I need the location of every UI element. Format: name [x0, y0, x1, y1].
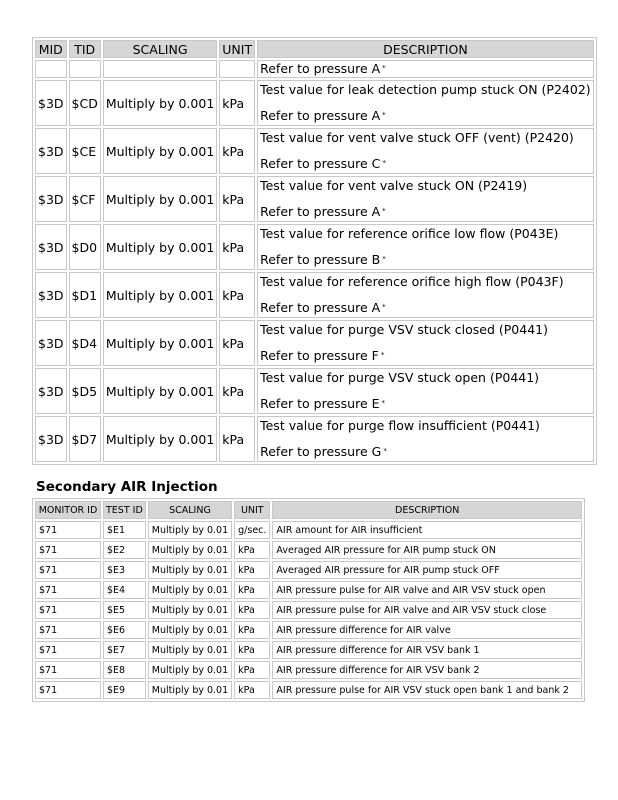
description-cell: AIR amount for AIR insufficient: [272, 521, 582, 539]
pressure-reference: Refer to pressure G: [260, 444, 382, 459]
footnote-mark: *: [382, 207, 386, 215]
header-row: [35, 40, 594, 58]
scaling-cell: Multiply by 0.001: [103, 320, 217, 366]
scaling-cell: Multiply by 0.01: [148, 621, 232, 639]
description-cell: [257, 60, 594, 78]
table-row: [35, 320, 594, 366]
pressure-line: [260, 300, 591, 316]
scaling-cell: Multiply by 0.01: [148, 641, 232, 659]
description-cell: [257, 176, 594, 222]
scaling-cell: Multiply by 0.001: [103, 368, 217, 414]
table-row: [35, 224, 594, 270]
footnote-mark: *: [382, 111, 386, 119]
table-row: [35, 128, 594, 174]
pressure-reference: Refer to pressure B: [260, 252, 381, 267]
description-cell: AIR pressure difference for AIR VSV bank 1: [272, 641, 582, 659]
unit-cell: kPa: [219, 320, 255, 366]
unit-cell: kPa: [219, 416, 255, 462]
description-cell: [257, 416, 594, 462]
table-row: [35, 601, 582, 619]
unit-cell: kPa: [234, 561, 270, 579]
description-cell: [257, 80, 594, 126]
monitor-id-cell: $71: [35, 621, 101, 639]
unit-cell: kPa: [219, 368, 255, 414]
test-id-cell: $E8: [103, 661, 146, 679]
tid-cell: $D0: [69, 224, 101, 270]
scaling-cell: [103, 60, 217, 78]
unit-cell: kPa: [234, 581, 270, 599]
description-cell: AIR pressure pulse for AIR valve and AIR VSV stuck close: [272, 601, 582, 619]
col-header-mid: MID: [35, 40, 67, 58]
pressure-reference: Refer to pressure E: [260, 396, 380, 411]
test-id-cell: $E3: [103, 561, 146, 579]
unit-cell: g/sec.: [234, 521, 270, 539]
pressure-line: [260, 348, 591, 364]
monitor-id-cell: $71: [35, 521, 101, 539]
tid-cell: [69, 60, 101, 78]
table-row: [35, 541, 582, 559]
col-header-monitor-id: MONITOR ID: [35, 501, 101, 519]
scaling-cell: Multiply by 0.001: [103, 80, 217, 126]
scaling-cell: Multiply by 0.01: [148, 581, 232, 599]
scaling-cell: Multiply by 0.001: [103, 272, 217, 318]
description-cell: AIR pressure pulse for AIR VSV stuck open bank 1 and bank 2: [272, 681, 582, 699]
unit-cell: kPa: [234, 601, 270, 619]
monitor-id-cell: $71: [35, 661, 101, 679]
table-row: [35, 416, 594, 462]
col-header-scaling: SCALING: [103, 40, 217, 58]
scaling-cell: Multiply by 0.001: [103, 416, 217, 462]
tid-cell: $D4: [69, 320, 101, 366]
table-row: [35, 641, 582, 659]
table-row: [35, 272, 594, 318]
test-id-cell: $E2: [103, 541, 146, 559]
pressure-reference: Refer to pressure A: [260, 204, 381, 219]
test-description: Test value for vent valve stuck OFF (vent) (P2420): [260, 130, 574, 145]
monitor-id-cell: $71: [35, 601, 101, 619]
footnote-mark: *: [380, 351, 385, 359]
footnote-mark: *: [383, 447, 387, 455]
mid-cell: $3D: [35, 128, 67, 174]
evap-test-table: [32, 37, 597, 465]
mid-cell: [35, 60, 67, 78]
pressure-reference: Refer to pressure A: [260, 108, 381, 123]
unit-cell: kPa: [234, 661, 270, 679]
test-id-cell: $E5: [103, 601, 146, 619]
scaling-cell: Multiply by 0.001: [103, 128, 217, 174]
unit-cell: kPa: [219, 80, 255, 126]
mid-cell: $3D: [35, 176, 67, 222]
mid-cell: $3D: [35, 224, 67, 270]
unit-cell: kPa: [219, 128, 255, 174]
col-header-description: DESCRIPTION: [257, 40, 594, 58]
table-row: [35, 521, 582, 539]
unit-cell: kPa: [234, 641, 270, 659]
pressure-reference: Refer to pressure A: [260, 61, 381, 76]
pressure-reference: Refer to pressure C: [260, 156, 381, 171]
test-id-cell: $E7: [103, 641, 146, 659]
tid-cell: $D7: [69, 416, 101, 462]
scaling-cell: Multiply by 0.01: [148, 561, 232, 579]
footnote-mark: *: [382, 255, 386, 263]
test-description: Test value for leak detection pump stuck ON (P2402): [260, 82, 591, 97]
mid-cell: $3D: [35, 80, 67, 126]
col-header-test-id: TEST ID: [103, 501, 146, 519]
mid-cell: $3D: [35, 416, 67, 462]
pressure-line: [260, 444, 591, 460]
test-description: Test value for reference orifice high flow (P043F): [260, 274, 564, 289]
table-row: [35, 368, 594, 414]
tid-cell: $D1: [69, 272, 101, 318]
test-description: Test value for purge flow insufficient (P0441): [260, 418, 540, 433]
description-cell: [257, 320, 594, 366]
description-cell: Averaged AIR pressure for AIR pump stuck ON: [272, 541, 582, 559]
scaling-cell: Multiply by 0.001: [103, 176, 217, 222]
test-id-cell: $E6: [103, 621, 146, 639]
section-title: Secondary AIR Injection: [36, 479, 218, 495]
mid-cell: $3D: [35, 368, 67, 414]
description-cell: AIR pressure difference for AIR valve: [272, 621, 582, 639]
description-cell: [257, 128, 594, 174]
monitor-id-cell: $71: [35, 681, 101, 699]
unit-cell: kPa: [219, 272, 255, 318]
footnote-mark: *: [382, 303, 386, 311]
monitor-id-cell: $71: [35, 541, 101, 559]
pressure-reference: Refer to pressure A: [260, 300, 381, 315]
description-cell: Averaged AIR pressure for AIR pump stuck OFF: [272, 561, 582, 579]
monitor-id-cell: $71: [35, 561, 101, 579]
tid-cell: $D5: [69, 368, 101, 414]
tid-cell: $CD: [69, 80, 101, 126]
col-header-tid: TID: [69, 40, 101, 58]
table-row: [35, 561, 582, 579]
col-header-unit: UNIT: [234, 501, 270, 519]
table-row: [35, 176, 594, 222]
table-row: [35, 681, 582, 699]
pressure-line: [260, 156, 591, 172]
monitor-id-cell: $71: [35, 581, 101, 599]
secondary-air-table: [32, 498, 585, 702]
tid-cell: $CE: [69, 128, 101, 174]
unit-cell: kPa: [219, 224, 255, 270]
scaling-cell: Multiply by 0.01: [148, 601, 232, 619]
test-description: Test value for reference orifice low flow (P043E): [260, 226, 559, 241]
header-row: [35, 501, 582, 519]
pressure-line: [260, 108, 591, 124]
pressure-line: [260, 396, 591, 412]
description-cell: AIR pressure difference for AIR VSV bank 2: [272, 661, 582, 679]
unit-cell: [219, 60, 255, 78]
pressure-line: [260, 252, 591, 268]
footnote-mark: *: [382, 159, 386, 167]
col-header-description: DESCRIPTION: [272, 501, 582, 519]
unit-cell: kPa: [234, 541, 270, 559]
footnote-mark: *: [381, 399, 386, 407]
test-id-cell: $E9: [103, 681, 146, 699]
scaling-cell: Multiply by 0.001: [103, 224, 217, 270]
unit-cell: kPa: [234, 621, 270, 639]
test-id-cell: $E4: [103, 581, 146, 599]
pressure-reference: Refer to pressure F: [260, 348, 379, 363]
table-row: [35, 581, 582, 599]
description-cell: [257, 272, 594, 318]
description-cell: AIR pressure pulse for AIR valve and AIR VSV stuck open: [272, 581, 582, 599]
scaling-cell: Multiply by 0.01: [148, 661, 232, 679]
pressure-line: [260, 204, 591, 220]
table-row: [35, 60, 594, 78]
table-row: [35, 80, 594, 126]
monitor-id-cell: $71: [35, 641, 101, 659]
table-row: [35, 621, 582, 639]
description-cell: [257, 224, 594, 270]
test-description: Test value for vent valve stuck ON (P2419): [260, 178, 528, 193]
table-row: [35, 661, 582, 679]
test-id-cell: $E1: [103, 521, 146, 539]
unit-cell: kPa: [234, 681, 270, 699]
unit-cell: kPa: [219, 176, 255, 222]
footnote-mark: *: [382, 64, 386, 72]
mid-cell: $3D: [35, 272, 67, 318]
scaling-cell: Multiply by 0.01: [148, 521, 232, 539]
scaling-cell: Multiply by 0.01: [148, 541, 232, 559]
test-description: Test value for purge VSV stuck closed (P0441): [260, 322, 548, 337]
mid-cell: $3D: [35, 320, 67, 366]
col-header-unit: UNIT: [219, 40, 255, 58]
test-description: Test value for purge VSV stuck open (P0441): [260, 370, 540, 385]
scaling-cell: Multiply by 0.01: [148, 681, 232, 699]
tid-cell: $CF: [69, 176, 101, 222]
description-cell: [257, 368, 594, 414]
col-header-scaling: SCALING: [148, 501, 232, 519]
